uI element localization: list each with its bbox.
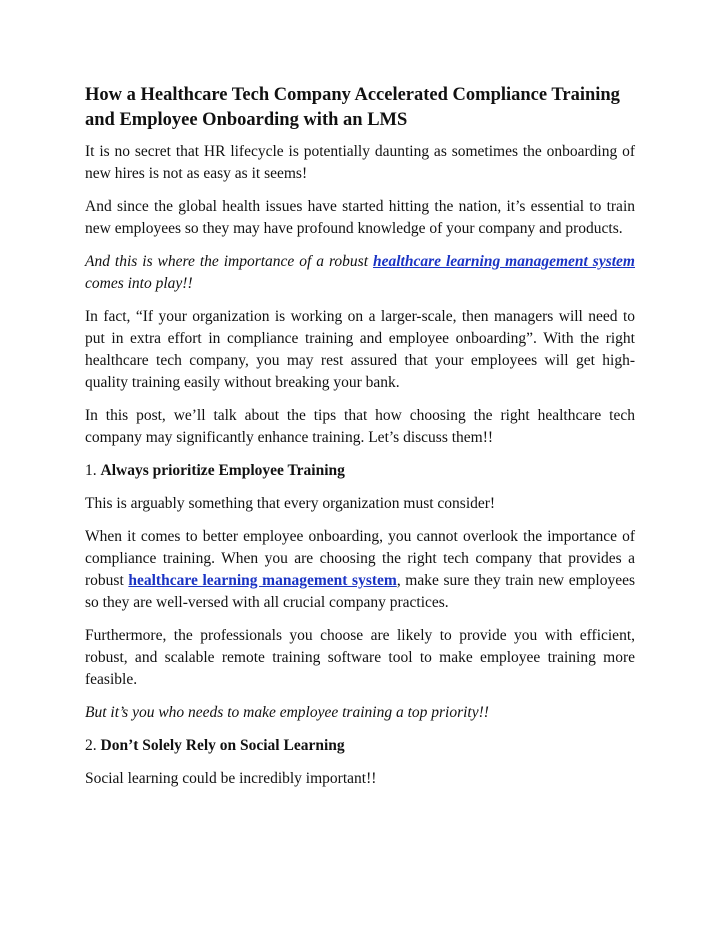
paragraph-intro: It is no secret that HR lifecycle is potentially daunting as sometimes the onboarding of new hires is not as easy as it seems! [85, 143, 635, 182]
paragraph-arguably: This is arguably something that every organization must consider! [85, 495, 496, 512]
section-number: 1. [85, 462, 101, 479]
paragraph-in-this-post: In this post, we’ll talk about the tips that how choosing the right healthcare tech company may significantly enhance training. Let’s discuss them!! [85, 407, 635, 446]
paragraph-text: When it comes to better employee onboarding, you cannot overlook the importance of compliance training. When you are choosing the right tech company that provides a robust [85, 528, 635, 589]
paragraph-in-fact: In fact, “If your organization is working on a larger-scale, then managers will need to put in extra effort in compliance training and employee onboarding”. With the right healthcare tech company, you may rest assured that your employees will get high-quality training easily without breaking your bank. [85, 308, 635, 391]
section-title: Don’t Solely Rely on Social Learning [100, 737, 345, 754]
paragraph-lms-importance [85, 251, 635, 295]
section-heading-1 [85, 460, 635, 482]
paragraph-text: And this is where the importance of a robust [85, 253, 373, 270]
section-number: 2. [85, 737, 101, 754]
paragraph-global-health: And since the global health issues have started hitting the nation, it’s essential to train new employees so they may have profound knowledge of your company and products. [85, 198, 635, 237]
paragraph-text: comes into play!! [85, 275, 193, 292]
healthcare-lms-link[interactable]: healthcare learning management system [372, 253, 635, 270]
healthcare-lms-link[interactable]: healthcare learning management system [128, 572, 397, 589]
paragraph-social-learning: Social learning could be incredibly important!! [85, 770, 377, 787]
section-heading-2 [85, 735, 635, 757]
document-page [85, 83, 635, 801]
paragraph-furthermore: Furthermore, the professionals you choose are likely to provide you with efficient, robust, and scalable remote training software tool to make employee training more feasible. [85, 627, 635, 688]
section-title: Always prioritize Employee Training [100, 462, 345, 479]
paragraph-onboarding [85, 526, 635, 614]
document-title: How a Healthcare Tech Company Accelerated Compliance Training and Employee Onboarding with an LMS [85, 85, 620, 130]
paragraph-text: , make sure they train new employees so they are well-versed with all crucial company practices. [85, 572, 636, 611]
paragraph-priority: But it’s you who needs to make employee training a top priority!! [85, 704, 489, 721]
